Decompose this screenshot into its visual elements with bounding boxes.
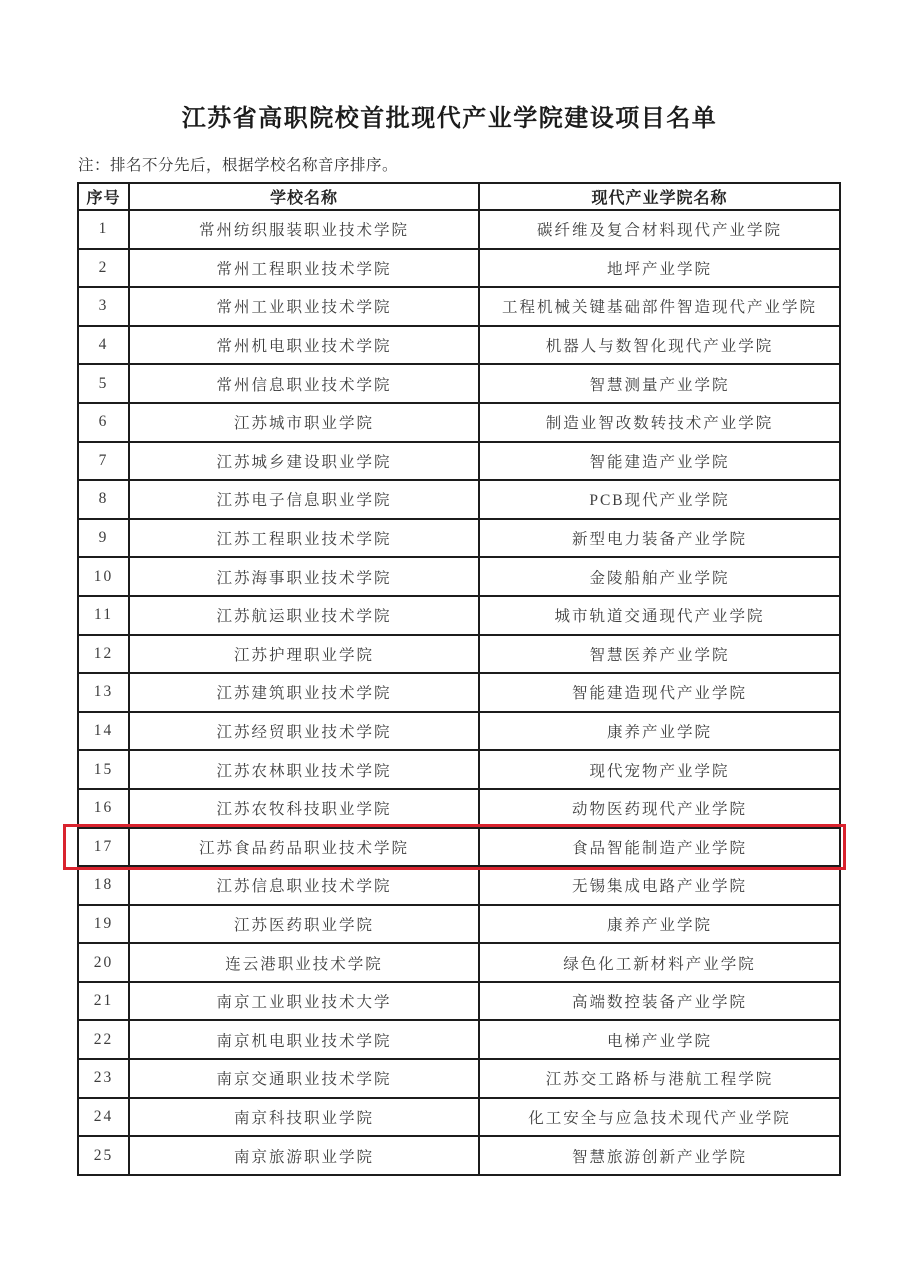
table-row — [78, 403, 840, 442]
cell-school-name: 江苏农牧科技职业学院 — [129, 789, 479, 828]
cell-school-name: 江苏城乡建设职业学院 — [129, 442, 479, 481]
cell-school-name: 江苏建筑职业技术学院 — [129, 673, 479, 712]
cell-school-name: 常州工业职业技术学院 — [129, 287, 479, 326]
table-row — [78, 635, 840, 674]
cell-college-name: 城市轨道交通现代产业学院 — [479, 596, 840, 635]
cell-college-name: 康养产业学院 — [479, 905, 840, 944]
cell-serial-number: 7 — [78, 442, 129, 481]
table-row — [78, 1020, 840, 1059]
table-row — [78, 828, 840, 867]
cell-serial-number: 13 — [78, 673, 129, 712]
cell-serial-number: 9 — [78, 519, 129, 558]
cell-school-name: 江苏医药职业学院 — [129, 905, 479, 944]
cell-school-name: 江苏护理职业学院 — [129, 635, 479, 674]
cell-serial-number: 2 — [78, 249, 129, 288]
cell-college-name: 无锡集成电路产业学院 — [479, 866, 840, 905]
cell-serial-number: 16 — [78, 789, 129, 828]
cell-school-name: 江苏工程职业技术学院 — [129, 519, 479, 558]
cell-school-name: 连云港职业技术学院 — [129, 943, 479, 982]
cell-school-name: 南京机电职业技术学院 — [129, 1020, 479, 1059]
cell-school-name: 江苏航运职业技术学院 — [129, 596, 479, 635]
cell-college-name: 高端数控装备产业学院 — [479, 982, 840, 1021]
cell-college-name: 碳纤维及复合材料现代产业学院 — [479, 210, 840, 249]
cell-school-name: 常州信息职业技术学院 — [129, 364, 479, 403]
cell-school-name: 南京旅游职业学院 — [129, 1136, 479, 1175]
cell-serial-number: 25 — [78, 1136, 129, 1175]
table-row — [78, 1059, 840, 1098]
table-row — [78, 712, 840, 751]
cell-serial-number: 22 — [78, 1020, 129, 1059]
table-row — [78, 1098, 840, 1137]
table-row — [78, 905, 840, 944]
cell-college-name: 智慧测量产业学院 — [479, 364, 840, 403]
table-row — [78, 557, 840, 596]
table-header-row — [78, 183, 840, 210]
table-row — [78, 596, 840, 635]
table-row — [78, 519, 840, 558]
cell-college-name: 康养产业学院 — [479, 712, 840, 751]
table-row — [78, 249, 840, 288]
cell-college-name: 智慧医养产业学院 — [479, 635, 840, 674]
table-row — [78, 673, 840, 712]
cell-school-name: 常州机电职业技术学院 — [129, 326, 479, 365]
table-row — [78, 364, 840, 403]
cell-serial-number: 4 — [78, 326, 129, 365]
cell-college-name: 金陵船舶产业学院 — [479, 557, 840, 596]
cell-serial-number: 1 — [78, 210, 129, 249]
cell-serial-number: 15 — [78, 750, 129, 789]
table-row — [78, 480, 840, 519]
cell-school-name: 南京工业职业技术大学 — [129, 982, 479, 1021]
cell-serial-number: 14 — [78, 712, 129, 751]
cell-college-name: 制造业智改数转技术产业学院 — [479, 403, 840, 442]
cell-serial-number: 5 — [78, 364, 129, 403]
table-row — [78, 982, 840, 1021]
header-school-name: 学校名称 — [129, 183, 479, 210]
table-row — [78, 1136, 840, 1175]
project-list-table — [77, 182, 841, 1176]
cell-school-name: 常州工程职业技术学院 — [129, 249, 479, 288]
cell-college-name: PCB现代产业学院 — [479, 480, 840, 519]
cell-school-name: 常州纺织服装职业技术学院 — [129, 210, 479, 249]
cell-college-name: 动物医药现代产业学院 — [479, 789, 840, 828]
cell-college-name: 绿色化工新材料产业学院 — [479, 943, 840, 982]
cell-serial-number: 20 — [78, 943, 129, 982]
cell-serial-number: 11 — [78, 596, 129, 635]
table-row — [78, 943, 840, 982]
cell-serial-number: 8 — [78, 480, 129, 519]
cell-serial-number: 10 — [78, 557, 129, 596]
cell-serial-number: 24 — [78, 1098, 129, 1137]
cell-college-name: 现代宠物产业学院 — [479, 750, 840, 789]
table-row — [78, 326, 840, 365]
header-college-name: 现代产业学院名称 — [479, 183, 840, 210]
table-row — [78, 750, 840, 789]
cell-serial-number: 18 — [78, 866, 129, 905]
cell-school-name: 江苏经贸职业技术学院 — [129, 712, 479, 751]
table-row — [78, 789, 840, 828]
table-row — [78, 866, 840, 905]
cell-school-name: 南京交通职业技术学院 — [129, 1059, 479, 1098]
cell-serial-number: 17 — [78, 828, 129, 867]
cell-school-name: 江苏食品药品职业技术学院 — [129, 828, 479, 867]
table-row — [78, 210, 840, 249]
cell-school-name: 南京科技职业学院 — [129, 1098, 479, 1137]
cell-college-name: 智能建造产业学院 — [479, 442, 840, 481]
ranking-note: 注：排名不分先后，根据学校名称音序排序。 — [78, 157, 399, 174]
cell-college-name: 智慧旅游创新产业学院 — [479, 1136, 840, 1175]
header-serial-number: 序号 — [78, 183, 129, 210]
cell-college-name: 地坪产业学院 — [479, 249, 840, 288]
cell-college-name: 食品智能制造产业学院 — [479, 828, 840, 867]
cell-serial-number: 19 — [78, 905, 129, 944]
cell-school-name: 江苏农林职业技术学院 — [129, 750, 479, 789]
page-title: 江苏省高职院校首批现代产业学院建设项目名单 — [181, 106, 718, 132]
cell-school-name: 江苏信息职业技术学院 — [129, 866, 479, 905]
cell-serial-number: 23 — [78, 1059, 129, 1098]
cell-college-name: 机器人与数智化现代产业学院 — [479, 326, 840, 365]
table-row — [78, 287, 840, 326]
table-body — [78, 210, 840, 1175]
cell-school-name: 江苏电子信息职业学院 — [129, 480, 479, 519]
cell-college-name: 智能建造现代产业学院 — [479, 673, 840, 712]
cell-college-name: 工程机械关键基础部件智造现代产业学院 — [479, 287, 840, 326]
cell-college-name: 新型电力装备产业学院 — [479, 519, 840, 558]
cell-college-name: 江苏交工路桥与港航工程学院 — [479, 1059, 840, 1098]
cell-serial-number: 3 — [78, 287, 129, 326]
cell-college-name: 化工安全与应急技术现代产业学院 — [479, 1098, 840, 1137]
cell-school-name: 江苏海事职业技术学院 — [129, 557, 479, 596]
table-row — [78, 442, 840, 481]
cell-serial-number: 21 — [78, 982, 129, 1021]
cell-serial-number: 12 — [78, 635, 129, 674]
cell-college-name: 电梯产业学院 — [479, 1020, 840, 1059]
cell-serial-number: 6 — [78, 403, 129, 442]
cell-school-name: 江苏城市职业学院 — [129, 403, 479, 442]
